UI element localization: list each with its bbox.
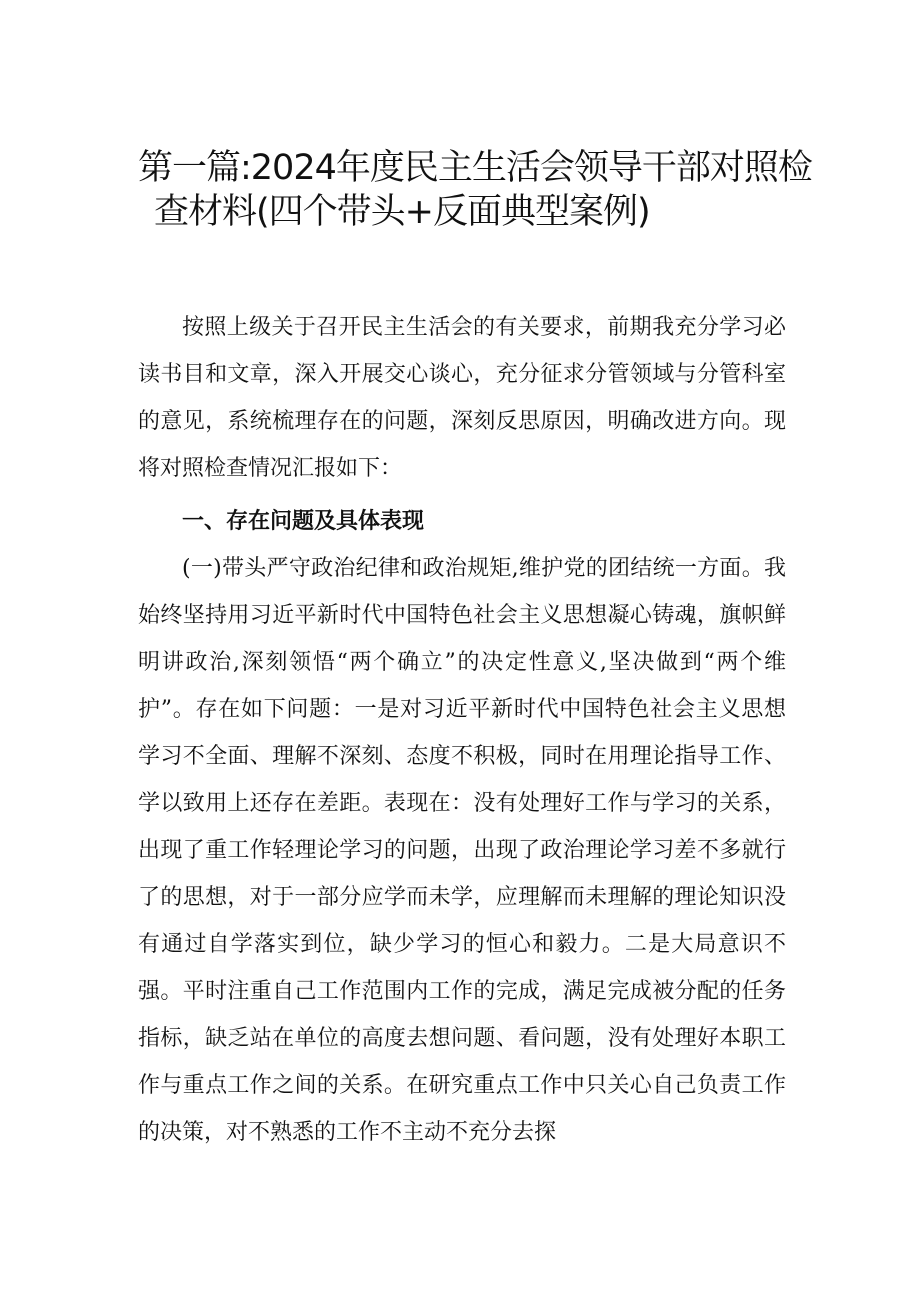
subsection-paragraph (138, 545, 786, 1156)
title-line-2: 查材料(四个带头+反面典型案例) (154, 192, 650, 232)
document-title (138, 146, 818, 234)
title-line-1: 第一篇:2024年度民主生活会领导干部对照检 (138, 148, 812, 188)
subsection-body: 我始终坚持用习近平新时代中国特色社会主义思想凝心铸魂，旗帜鲜明讲政治,深刻领悟“两个确立”的决定性意义,坚决做到“两个维护”。存在如下问题：一是对习近平新时代中国特色社会主义思想学习不全面、理解不深刻、态度不积极，同时在用理论指导工作、学以致用上还存在差距。表现在：没有处理好工作与学习的关系，出现了重工作轻理论学习的问题，出现了政治理论学习差不多就行了的思想，对于一部分应学而未学，应理解而未理解的理论知识没有通过自学落实到位，缺少学习的恒心和毅力。二是大局意识不强。平时注重自己工作范围内工作的完成，满足完成被分配的任务指标，缺乏站在单位的高度去想问题、看问题，没有处理好本职工作与重点工作之间的关系。在研究重点工作中只关心自己负责工作的决策，对不熟悉的工作不主动不充分去探 (138, 556, 786, 1145)
document-body (138, 304, 786, 1156)
intro-paragraph: 按照上级关于召开民主生活会的有关要求，前期我充分学习必读书目和文章，深入开展交心谈心，充分征求分管领域与分管科室的意见，系统梳理存在的问题，深刻反思原因，明确改进方向。现将对照检查情况汇报如下： (138, 315, 786, 481)
subsection-heading: (一)带头严守政治纪律和政治规矩,维护党的团结统一方面。 (182, 556, 764, 581)
section-heading: 一、存在问题及具体表现 (182, 509, 425, 534)
